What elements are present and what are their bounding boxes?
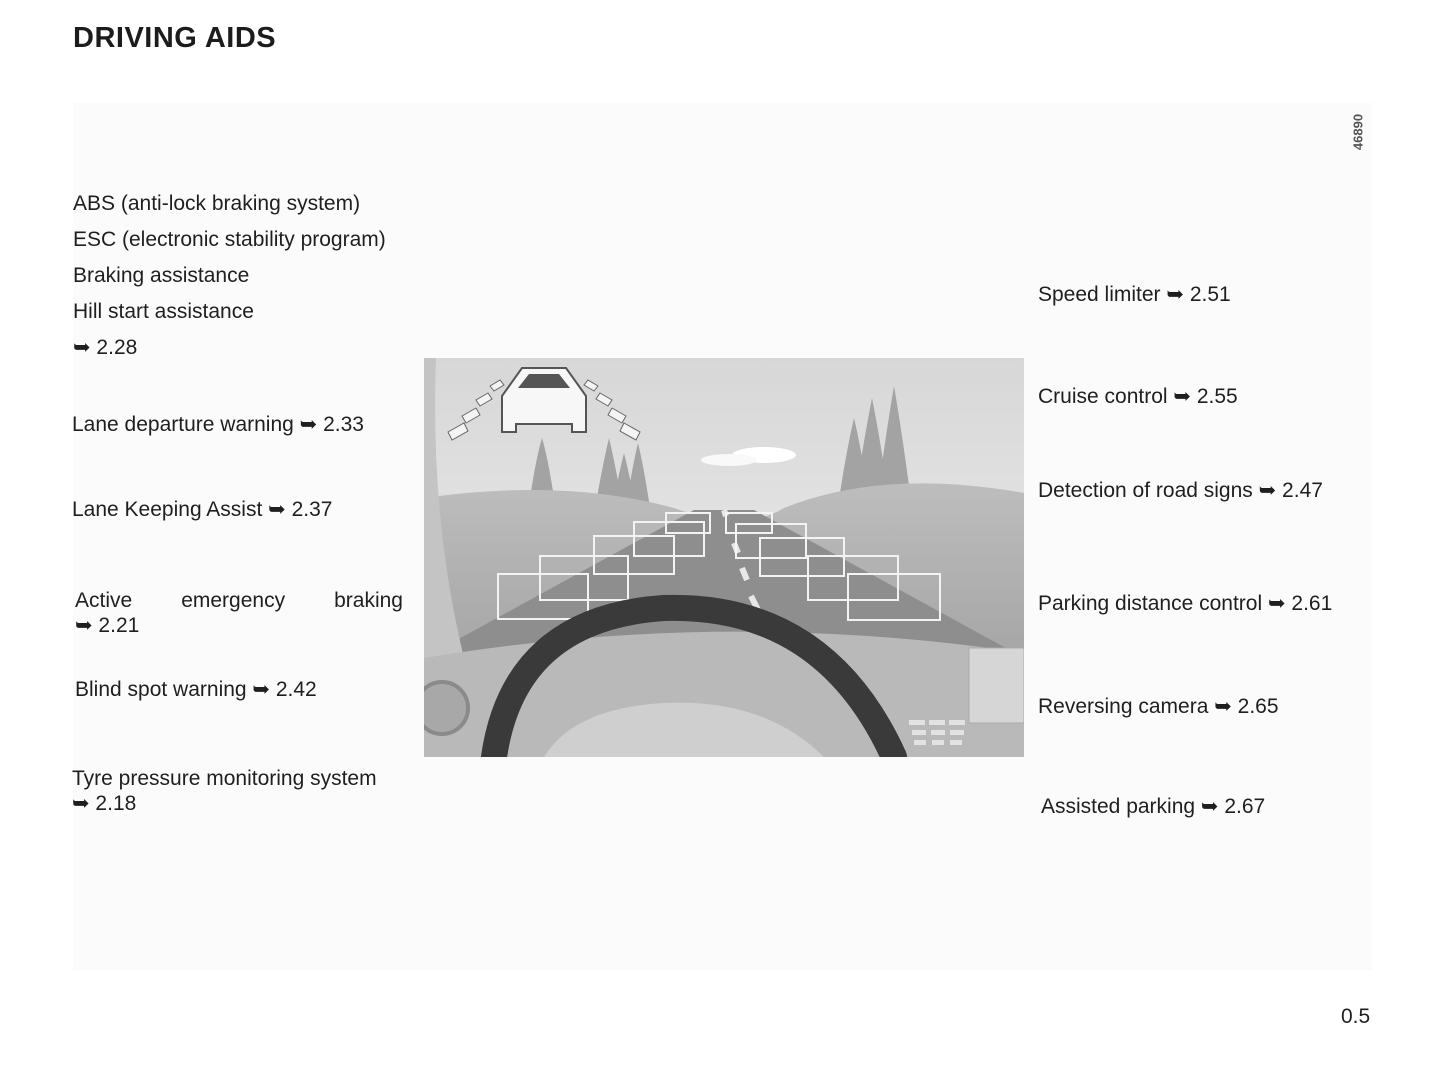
parking-distance-control-label[interactable]: Parking distance control ➥ 2.61 <box>1038 592 1333 615</box>
esc-label: ESC (electronic stability program) <box>73 228 386 251</box>
figure-number: 46890 <box>1350 113 1366 151</box>
abs-esc-braking-hill-group <box>73 186 386 366</box>
abs-group-reference[interactable]: ➥ 2.28 <box>73 336 138 359</box>
air-vent <box>424 682 468 734</box>
blind-spot-warning-label[interactable]: Blind spot warning ➥ 2.42 <box>75 678 317 701</box>
car-icon <box>502 368 586 432</box>
page-number: 0.5 <box>1341 1005 1371 1028</box>
tyre-pressure-reference: ➥ 2.18 <box>72 792 137 815</box>
driving-aids-illustration <box>424 358 1024 757</box>
cloud <box>701 454 757 466</box>
cruise-control-label[interactable]: Cruise control ➥ 2.55 <box>1038 385 1238 408</box>
hill-start-label: Hill start assistance <box>73 300 254 323</box>
reversing-camera-label[interactable]: Reversing camera ➥ 2.65 <box>1038 695 1279 718</box>
speed-limiter-label[interactable]: Speed limiter ➥ 2.51 <box>1038 283 1231 306</box>
assisted-parking-label[interactable]: Assisted parking ➥ 2.67 <box>1041 795 1266 818</box>
tyre-pressure-label: Tyre pressure monitoring system <box>72 767 377 790</box>
dashboard-view-svg <box>424 358 1024 757</box>
active-emergency-braking-block[interactable] <box>75 588 403 638</box>
tyre-pressure-block[interactable] <box>72 766 377 816</box>
braking-assistance-label: Braking assistance <box>73 264 250 287</box>
active-emergency-braking-reference: ➥ 2.21 <box>75 614 140 637</box>
active-emergency-braking-label: Active emergency braking <box>75 589 403 612</box>
road-sign-detection-label[interactable]: Detection of road signs ➥ 2.47 <box>1038 479 1323 502</box>
abs-label: ABS (anti-lock braking system) <box>73 192 361 215</box>
lane-keeping-assist-label[interactable]: Lane Keeping Assist ➥ 2.37 <box>72 498 333 521</box>
page-title: DRIVING AIDS <box>73 22 277 54</box>
infotainment-screen <box>969 648 1024 723</box>
dash-buttons <box>909 720 965 745</box>
lane-departure-warning-label[interactable]: Lane departure warning ➥ 2.33 <box>72 413 364 436</box>
